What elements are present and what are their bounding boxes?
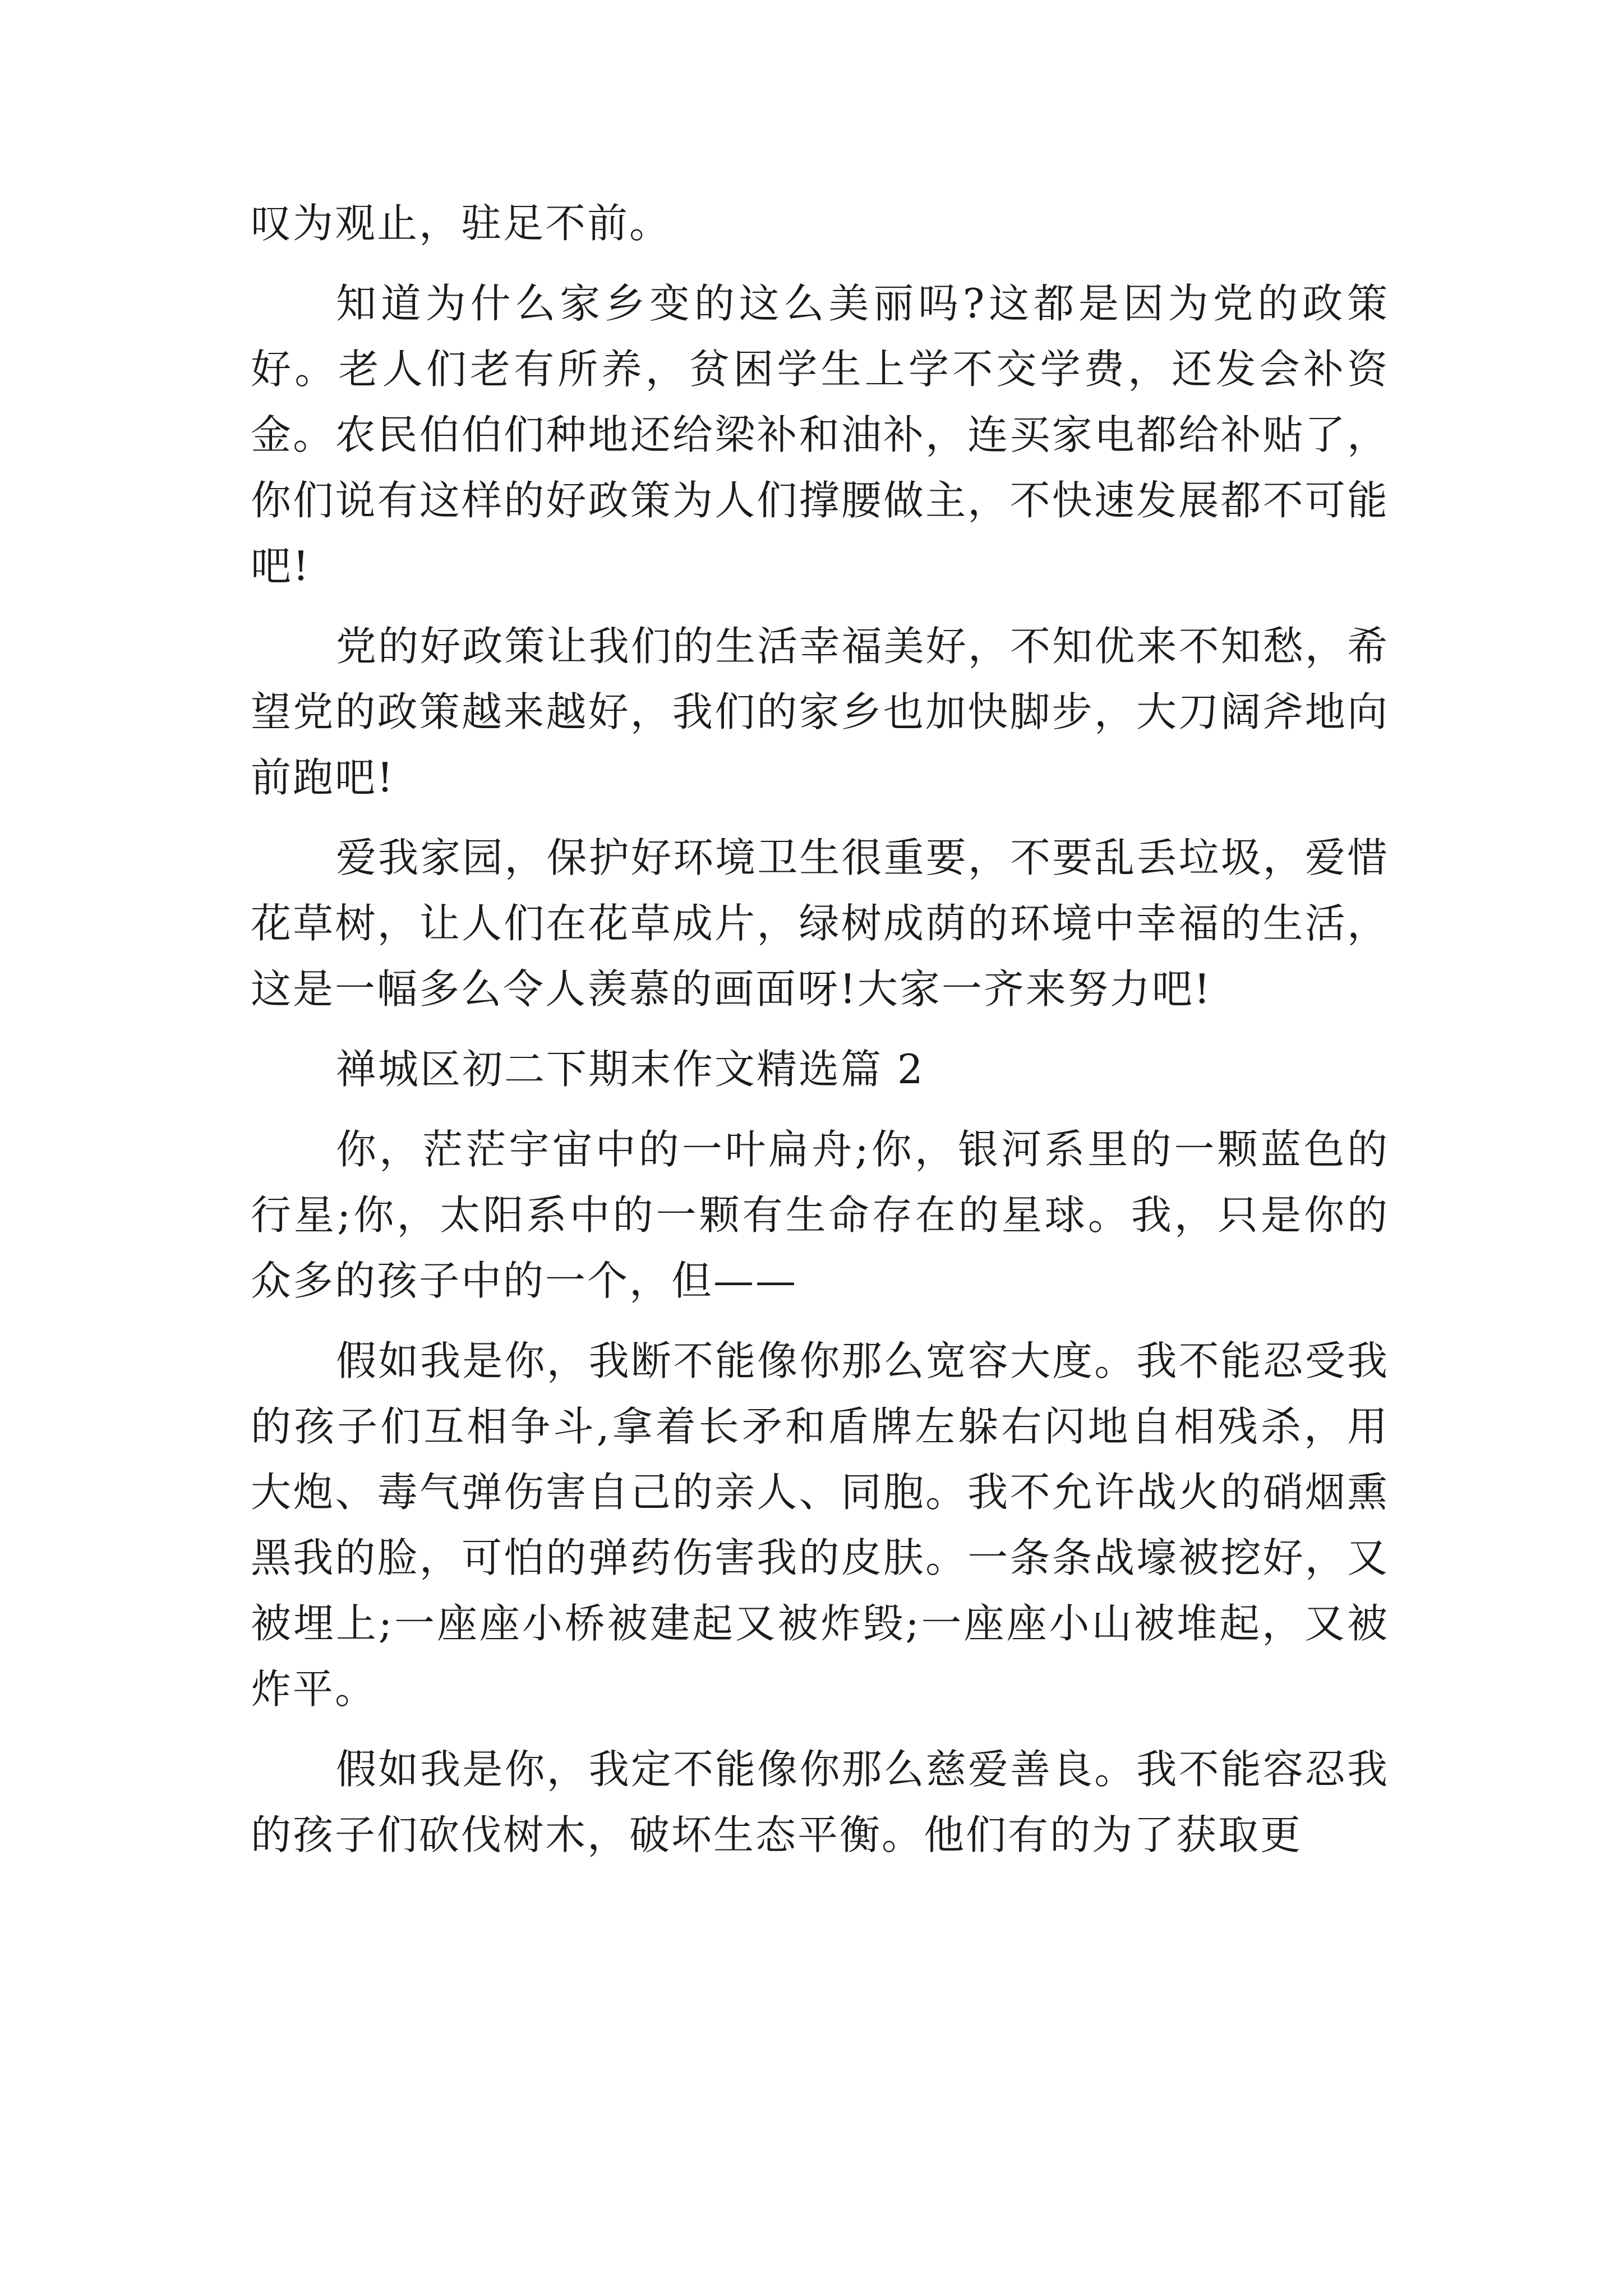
paragraph-3: 党的好政策让我们的生活幸福美好，不知优来不知愁，希望党的政策越来越好，我们的家乡也加快脚步，大刀阔斧地向前跑吧! — [251, 623, 1389, 801]
document-body — [251, 191, 1389, 1883]
paragraph-4: 爱我家园，保护好环境卫生很重要，不要乱丢垃圾，爱惜花草树，让人们在花草成片，绿树成荫的环境中幸福的生活，这是一幅多么令人羡慕的画面呀!大家一齐来努力吧! — [251, 834, 1389, 1013]
paragraph-2: 知道为什么家乡变的这么美丽吗?这都是因为党的政策好。老人们老有所养，贫困学生上学不交学费，还发会补资金。农民伯伯们种地还给梁补和油补，连买家电都给补贴了，你们说有这样的好政策为人们撑腰做主，不快速发展都不可能吧! — [251, 280, 1389, 590]
paragraph-5: 你，茫茫宇宙中的一叶扁舟;你，银河系里的一颗蓝色的行星;你，太阳系中的一颗有生命存在的星球。我，只是你的众多的孩子中的一个，但—— — [251, 1126, 1389, 1304]
paragraph-6: 假如我是你，我断不能像你那么宽容大度。我不能忍受我的孩子们互相争斗,拿着长矛和盾牌左躲右闪地自相残杀，用大炮、毒气弹伤害自己的亲人、同胞。我不允许战火的硝烟熏黑我的脸，可怕的弹药伤害我的皮肤。一条条战壕被挖好，又被埋上;一座座小桥被建起又被炸毁;一座座小山被堆起，又被炸平。 — [251, 1337, 1389, 1713]
paragraph-1: 叹为观止，驻足不前。 — [251, 200, 672, 247]
paragraph-7: 假如我是你，我定不能像你那么慈爱善良。我不能容忍我的孩子们砍伐树木，破坏生态平衡。他们有的为了获取更 — [251, 1746, 1389, 1858]
section-heading: 禅城区初二下期末作文精选篇 2 — [336, 1046, 925, 1093]
